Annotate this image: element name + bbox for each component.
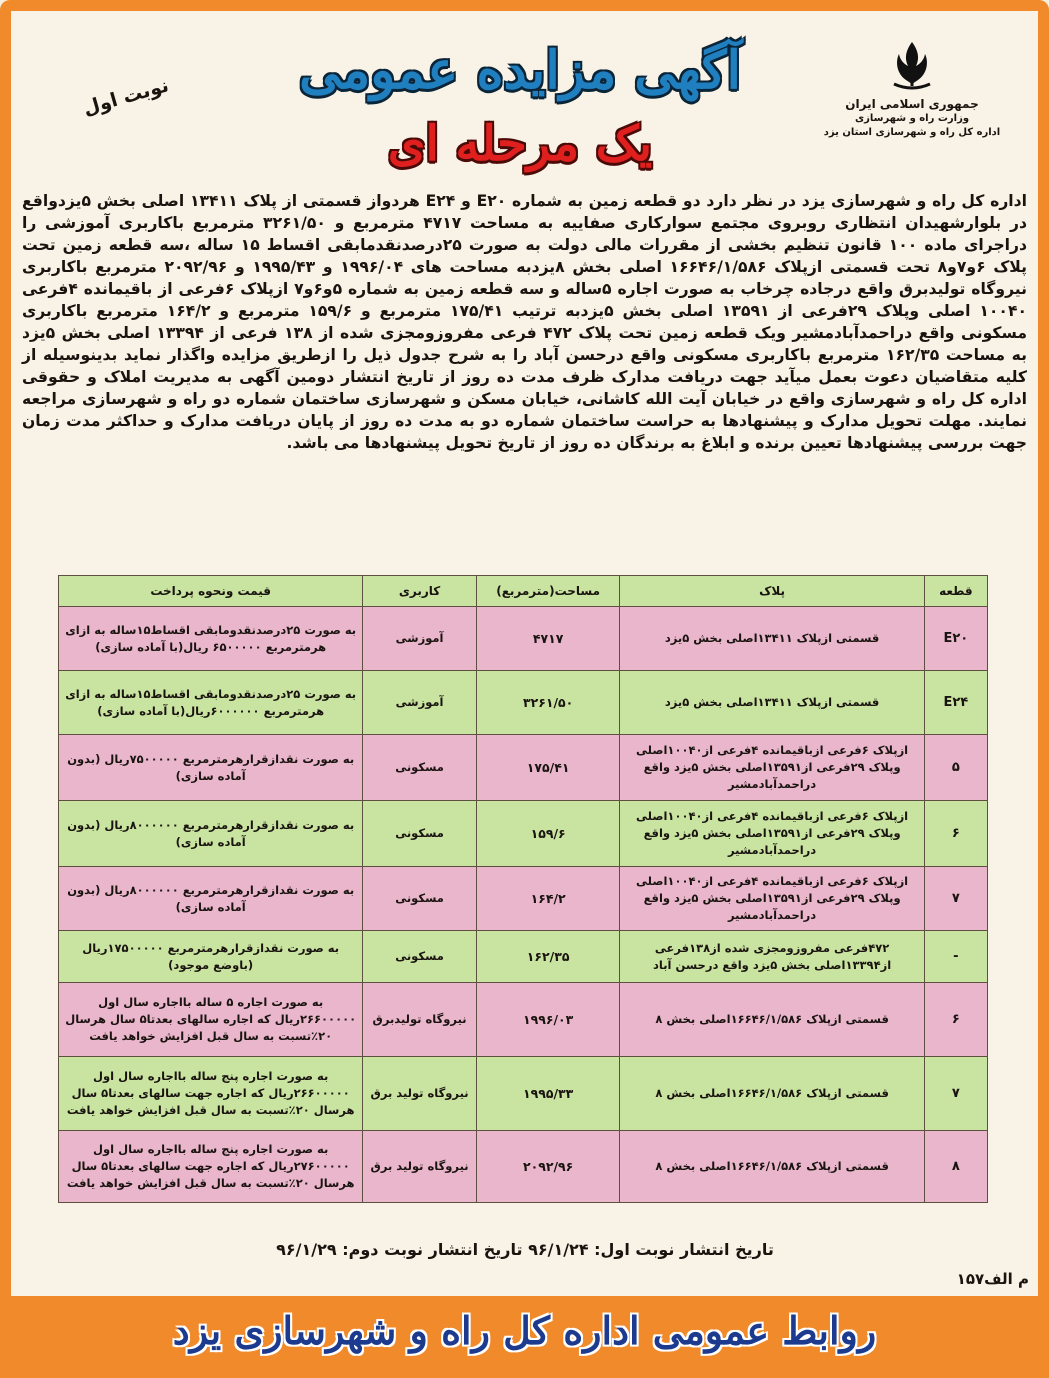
cell-qate: ۸ [924, 1131, 987, 1203]
table-row [59, 801, 988, 867]
cell-price: به صورت اجاره ۵ ساله بااجاره سال اول ۲۶۶۰۰۰۰۰ریال که اجاره سالهای بعدتا۵ سال هرسال ۲۰٪تسبت به سال قبل افزایش خواهد یافت [59, 983, 363, 1057]
cell-area: ۳۲۶۱/۵۰ [476, 671, 620, 735]
cell-use: مسکونی [363, 801, 476, 867]
table-row [59, 867, 988, 931]
cell-price: به صورت ۲۵درصدنقدومابقی اقساط۱۵ساله به ازای هرمترمربع ۶۵۰۰۰۰۰ ریال(با آماده سازی) [59, 607, 363, 671]
cell-area: ۱۵۹/۶ [476, 801, 620, 867]
cell-price: به صورت نقدازقرارهرمترمربع ۸۰۰۰۰۰۰ریال (بدون آماده سازی) [59, 867, 363, 931]
cell-price: به صورت ۲۵درصدنقدومابقی اقساط۱۵ساله به ازای هرمترمربع ۶۰۰۰۰۰۰ریال(با آماده سازی) [59, 671, 363, 735]
gov-name-line: جمهوری اسلامی ایران [845, 97, 979, 111]
table-row [59, 931, 988, 983]
cell-price: به صورت اجاره پنج ساله بااجاره سال اول ۲۶۶۰۰۰۰۰ریال که اجاره جهت سالهای بعدتا۵ سال هرسال ۲۰٪تسبت به سال قبل افزایش خواهد یافت [59, 1057, 363, 1131]
cell-use: نیروگاه تولید برق [363, 1131, 476, 1203]
ad-subtitle: یک مرحله ای [387, 116, 653, 172]
header-qate: قطعه [924, 576, 987, 607]
header-area: مساحت(مترمربع) [476, 576, 620, 607]
cell-plak: ۴۷۲فرعی مفروزومجزی شده از۱۳۸فرعی از۱۳۳۹۴اصلی بخش ۵یزد واقع درحسن آباد [620, 931, 924, 983]
ad-code: م الف۱۵۷ [956, 1270, 1029, 1288]
cell-qate: ۷ [924, 867, 987, 931]
header-price: قیمت ونحوه پرداخت [59, 576, 363, 607]
footer-banner [0, 1296, 1049, 1378]
cell-qate: E۲۰ [924, 607, 987, 671]
cell-qate: - [924, 931, 987, 983]
cell-qate: ۶ [924, 801, 987, 867]
cell-plak: قسمتی ازپلاک ۱۳۴۱۱اصلی بخش ۵یزد [620, 671, 924, 735]
cell-area: ۱۷۵/۴۱ [476, 735, 620, 801]
cell-use: نیروگاه تولیدبرق [363, 983, 476, 1057]
cell-qate: ۷ [924, 1057, 987, 1131]
cell-plak: ازپلاک ۶فرعی ازباقیمانده ۴فرعی از۱۰۰۴۰اصلی وپلاک ۲۹فرعی از۱۳۵۹۱اصلی بخش ۵یزد واقع دراحمدآبادمشیر [620, 735, 924, 801]
cell-area: ۱۶۲/۳۵ [476, 931, 620, 983]
cell-plak: قسمتی ازپلاک ۱۶۶۴۶/۱/۵۸۶اصلی بخش ۸ [620, 983, 924, 1057]
ministry-name-line: وزارت راه و شهرسازی [854, 113, 970, 124]
cell-plak: قسمتی ازپلاک ۱۳۴۱۱اصلی بخش ۵یزد [620, 607, 924, 671]
cell-use: مسکونی [363, 735, 476, 801]
edition-label: نوبت اول [80, 74, 172, 120]
cell-use: مسکونی [363, 931, 476, 983]
cell-use: آموزشی [363, 607, 476, 671]
auction-table [58, 575, 988, 1203]
cell-use: نیروگاه تولید برق [363, 1057, 476, 1131]
cell-area: ۲۰۹۲/۹۶ [476, 1131, 620, 1203]
cell-plak: ازپلاک ۶فرعی ازباقیمانده ۴فرعی از۱۰۰۴۰اصلی وپلاک ۲۹فرعی از۱۳۵۹۱اصلی بخش ۵یزد واقع دراحمدآبادمشیر [620, 801, 924, 867]
cell-area: ۴۷۱۷ [476, 607, 620, 671]
cell-area: ۱۹۹۵/۳۳ [476, 1057, 620, 1131]
cell-use: آموزشی [363, 671, 476, 735]
publication-dates: تاریخ انتشار نوبت اول: ۹۶/۱/۲۴ تاریخ انتشار نوبت دوم: ۹۶/۱/۲۹ [276, 1240, 774, 1259]
cell-plak: قسمتی ازپلاک ۱۶۶۴۶/۱/۵۸۶اصلی بخش ۸ [620, 1057, 924, 1131]
table-row [59, 671, 988, 735]
cell-qate: E۲۴ [924, 671, 987, 735]
table-row [59, 735, 988, 801]
header-plak: پلاک [620, 576, 924, 607]
cell-qate: ۵ [924, 735, 987, 801]
header-use: کاربری [363, 576, 476, 607]
ad-body-paragraph: اداره کل راه و شهرسازی یزد در نظر دارد دو قطعه زمین به شماره E۲۰ و E۲۴ هردواز قسمتی از پلاک ۱۳۴۱۱ اصلی بخش ۵یزدواقع در بلوارشهیدان انتظاری روبروی مجتمع سوارکاری صفاییه به مساحت ۴۷۱۷ مترمربع و ۳۲۶۱/۵۰ مترمربع باکاربری آموزشی را دراجرای ماده ۱۰۰ قانون تنظیم بخشی از مقررات مالی دولت به صورت ۲۵درصدنقدمابقی اقساط ۱۵ ساله ،سه قطعه زمین تحت پلاک ۶و۷و۸ تحت قسمتی ازپلاک ۱۶۶۴۶/۱/۵۸۶ اصلی بخش ۸یزدبه مساحت های ۱۹۹۶/۰۴ و ۱۹۹۵/۴۳ و ۲۰۹۲/۹۶ مترمربع باکاربری نیروگاه تولیدبرق واقع درجاده چرخاب به صورت اجاره ۵ساله و سه قطعه زمین به شماره ۵و۶و۷ ازپلاک ۶فرعی از باقیمانده ۴فرعی ۱۰۰۴۰ اصلی وپلاک ۲۹فرعی از ۱۳۵۹۱ اصلی بخش ۵یزدبه ترتیب ۱۷۵/۴۱ مترمربع و ۱۵۹/۶ مترمربع و ۱۶۴/۲ مترمربع باکاربری مسکونی واقع دراحمدآبادمشیر ویک قطعه زمین تحت پلاک ۴۷۲ فرعی مفروزومجزی شده از ۱۳۸ فرعی از ۱۳۳۹۴ اصلی بخش ۵یزد به مساحت ۱۶۲/۳۵ مترمربع باکاربری مسکونی واقع درحسن آباد را به شرح جدول ذیل را ازطریق مزایده واگذار نماید بدینوسیله از کلیه متقاضیان دعوت بعمل میآید جهت دریافت مدارک ظرف مدت ده روز از تاریخ انتشار دومین آگهی به مدیریت املاک و حقوقی اداره کل راه و شهرسازی واقع در خیابان آیت الله کاشانی، خیابان مسکن و شهرسازی ساختمان شماره دو راه و شهرسازی مراجعه نمایند. مهلت تحویل مدارک و پیشنهادها به حراست ساختمان شماره دو به مدت ده روز از پایان دریافت مدارک و حداکثر مدت زمان جهت بررسی پیشنهادها تعیین برنده و ابلاغ به برندگان ده روز از تاریخ تحویل پیشنهادها می باشد. [22, 192, 1028, 452]
cell-area: ۱۹۹۶/۰۳ [476, 983, 620, 1057]
iran-emblem-icon [884, 36, 940, 92]
table-header-row [59, 576, 988, 607]
cell-price: به صورت اجاره پنج ساله بااجاره سال اول ۲۷۶۰۰۰۰۰ریال که اجاره جهت سالهای بعدتا۵ سال هرسال ۲۰٪تسبت به سال قبل افزایش خواهد یافت [59, 1131, 363, 1203]
table-row [59, 983, 988, 1057]
table-row [59, 1131, 988, 1203]
table-body [59, 607, 988, 1203]
cell-price: به صورت نقدازقرارهرمترمربع ۸۰۰۰۰۰۰ریال (بدون آماده سازی) [59, 801, 363, 867]
cell-plak: قسمتی ازپلاک ۱۶۶۴۶/۱/۵۸۶اصلی بخش ۸ [620, 1131, 924, 1203]
ad-title: آگهی مزایده عمومی [299, 40, 741, 101]
government-logo-block [807, 36, 1017, 140]
cell-price: به صورت نقدازقرارهرمترمربع ۱۷۵۰۰۰۰۰ریال (باوضع موجود) [59, 931, 363, 983]
ad-header [20, 20, 1029, 190]
cell-area: ۱۶۴/۲ [476, 867, 620, 931]
cell-use: مسکونی [363, 867, 476, 931]
table-row [59, 1057, 988, 1131]
table-row [59, 607, 988, 671]
cell-qate: ۶ [924, 983, 987, 1057]
cell-plak: ازپلاک ۶فرعی ازباقیمانده ۴فرعی از۱۰۰۴۰اصلی وپلاک ۲۹فرعی از۱۳۵۹۱اصلی بخش ۵یزد واقع دراحمدآبادمشیر [620, 867, 924, 931]
department-name-line: اداره کل راه و شهرسازی استان یزد [823, 127, 1001, 138]
cell-price: به صورت نقدازقرارهرمترمربع ۷۵۰۰۰۰۰ریال (بدون آماده سازی) [59, 735, 363, 801]
footer-text: روابط عمومی اداره کل راه و شهرسازی یزد [172, 1308, 877, 1353]
